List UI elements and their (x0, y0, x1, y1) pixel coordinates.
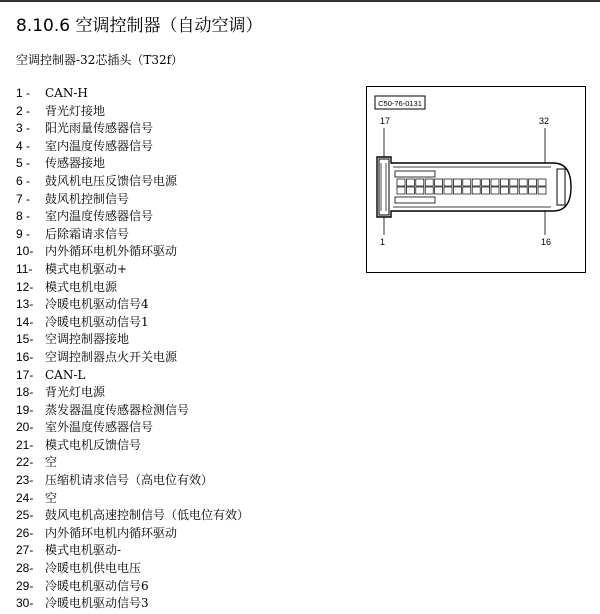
pin-number: 14- (16, 314, 34, 329)
pin-description: 冷暖电机驱动信号1 (45, 314, 149, 329)
pin-cavity (472, 187, 480, 194)
pin-description: CAN-L (45, 367, 86, 382)
pin-cavity (519, 187, 527, 194)
connector-subtitle: 空调控制器-32芯插头（T32f） (16, 53, 184, 67)
pin-number: 10- (16, 244, 34, 259)
pin-number: 20- (16, 420, 34, 435)
pin-cavity (463, 179, 471, 186)
pin-number: 5 - (16, 156, 31, 171)
pin-description: 模式电机反馈信号 (45, 437, 142, 452)
pin-description: CAN-H (45, 86, 88, 100)
pin-number: 27- (16, 543, 34, 558)
pin-number: 28- (16, 561, 34, 576)
connector-figure (366, 86, 586, 273)
pin-label-1: 1 (380, 237, 386, 247)
section-title: 8.10.6 空调控制器（自动空调） (16, 16, 263, 36)
figure-code: C50-76-0131 (378, 99, 422, 108)
pin-number: 7 - (16, 191, 31, 206)
pin-number: 24- (16, 490, 34, 505)
pin-label-32: 32 (539, 116, 550, 126)
pin-description: 鼓风机控制信号 (45, 191, 130, 206)
pin-cavity (406, 179, 414, 186)
pin-number: 26- (16, 525, 34, 540)
pin-cavity (529, 179, 537, 186)
pin-cavity (453, 187, 461, 194)
pin-cavity (482, 187, 490, 194)
pin-cavity (500, 187, 508, 194)
pin-description: 空调控制器点火开关电源 (45, 349, 178, 364)
pin-cavity (435, 187, 443, 194)
pin-description: 空 (45, 455, 58, 470)
pin-label-17: 17 (380, 116, 391, 126)
pin-number: 29- (16, 578, 34, 593)
pin-number: 17- (16, 367, 34, 382)
pin-number: 21- (16, 437, 34, 452)
pin-cavity (482, 179, 490, 186)
pin-description: 鼓风机电压反馈信号电源 (45, 173, 178, 188)
pin-cavity (491, 187, 499, 194)
top-rule (0, 0, 600, 2)
pin-number: 1 - (16, 86, 31, 100)
pin-cavity (538, 187, 546, 194)
pin-number: 11- (16, 261, 33, 276)
pin-cavity (463, 187, 471, 194)
pin-cavity (435, 179, 443, 186)
pin-cavity (397, 187, 405, 194)
pin-number: 12- (16, 279, 34, 294)
pin-cavity (444, 179, 452, 186)
pin-number: 22- (16, 455, 34, 470)
pin-number: 2 - (16, 103, 31, 118)
pin-cavity (538, 179, 546, 186)
pin-number: 16- (16, 349, 34, 364)
pin-cavity (519, 179, 527, 186)
pin-description: 室外温度传感器信号 (45, 420, 154, 435)
pin-description: 冷暖电机驱动信号3 (45, 596, 149, 611)
pin-cavity (406, 187, 414, 194)
pin-description: 内外循环电机内循环驱动 (45, 525, 178, 540)
pin-description: 模式电机驱动+ (45, 261, 128, 276)
pin-description: 室内温度传感器信号 (45, 209, 154, 224)
pin-number: 25- (16, 508, 34, 523)
pin-description: 压缩机请求信号（高电位有效） (45, 473, 214, 488)
pin-cavity (444, 187, 452, 194)
pin-description: 冷暖电机供电电压 (45, 561, 142, 576)
pin-cavity (510, 179, 518, 186)
pin-description: 蒸发器温度传感器检测信号 (45, 402, 190, 417)
pin-cavity (472, 179, 480, 186)
pin-description: 传感器接地 (45, 156, 106, 171)
pin-description: 背光灯电源 (45, 385, 106, 400)
pin-cavity (416, 187, 424, 194)
pin-cavity (453, 179, 461, 186)
pin-description: 空调控制器接地 (45, 332, 130, 347)
pin-cavity (500, 179, 508, 186)
pin-description: 内外循环电机外循环驱动 (45, 244, 178, 259)
pin-number: 4 - (16, 138, 31, 153)
pin-number: 13- (16, 297, 34, 312)
pin-number: 9 - (16, 226, 31, 241)
pin-number: 8 - (16, 209, 31, 224)
pin-label-16: 16 (541, 237, 552, 247)
pin-cavity (425, 179, 433, 186)
pin-description: 后除霜请求信号 (45, 226, 130, 241)
pin-description: 冷暖电机驱动信号4 (45, 297, 149, 312)
pin-number: 3 - (16, 121, 31, 136)
pin-number: 23- (16, 473, 34, 488)
pin-description: 模式电机驱动- (45, 543, 122, 558)
pin-cavity (416, 179, 424, 186)
connector-drawing (367, 87, 587, 274)
pin-description: 冷暖电机驱动信号6 (45, 578, 149, 593)
pin-description: 空 (45, 490, 58, 505)
pin-cavity (491, 179, 499, 186)
pin-cavity (397, 179, 405, 186)
pin-cavity (529, 187, 537, 194)
pin-number: 6 - (16, 173, 31, 188)
pin-cavity (425, 187, 433, 194)
pin-number: 30- (16, 596, 34, 611)
pin-cavity (510, 187, 518, 194)
pin-number: 19- (16, 402, 34, 417)
pin-description: 背光灯接地 (45, 103, 106, 118)
pin-description: 室内温度传感器信号 (45, 138, 154, 153)
pin-number: 15- (16, 332, 34, 347)
pin-description: 阳光雨量传感器信号 (45, 121, 154, 136)
pin-description: 模式电机电源 (45, 279, 118, 294)
pin-description: 鼓风电机高速控制信号（低电位有效） (45, 508, 250, 523)
pin-number: 18- (16, 385, 34, 400)
